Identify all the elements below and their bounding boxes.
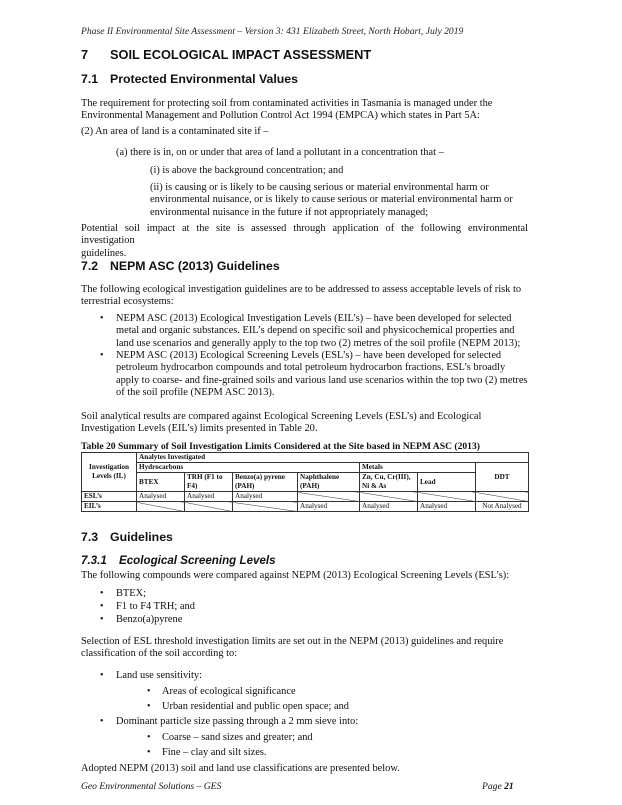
paragraph	[81, 223, 528, 260]
section-7-2-heading	[81, 259, 280, 273]
text-line: Selection of ESL threshold investigation limits are set out in the NEPM (2013) guidelines and require	[81, 636, 504, 647]
table-row	[82, 492, 529, 502]
list-item: Fine – clay and silt sizes.	[162, 747, 267, 758]
header-hydrocarbons: Hydrocarbons	[137, 463, 360, 473]
list-item: Benzo(a)pyrene	[116, 614, 183, 625]
column-header: Zn, Cu, Cr(III), Ni & As	[360, 473, 418, 492]
column-header: BTEX	[137, 473, 185, 492]
list-item: F1 to F4 TRH; and	[116, 601, 195, 612]
table-cell: Analysed	[418, 502, 476, 512]
section-title: Ecological Screening Levels	[119, 554, 276, 567]
table-cell: Analysed	[233, 492, 298, 502]
bullet-icon: •	[147, 686, 151, 697]
column-header: Lead	[418, 473, 476, 492]
paragraph: The following compounds were compared against NEPM (2013) Ecological Screening Levels (ESL’s):	[81, 570, 510, 581]
bullet-icon: •	[147, 732, 151, 743]
table-cell-na	[137, 502, 185, 512]
paragraph	[81, 98, 528, 123]
list-item: Land use sensitivity:	[116, 670, 203, 681]
bullet-icon: •	[100, 313, 104, 324]
clause: (2) An area of land is a contaminated site if –	[81, 126, 269, 137]
text-line: The following ecological investigation guidelines are to be addressed to assess acceptable levels of risk to	[81, 284, 522, 295]
clause: (i) is above the background concentration; and	[150, 165, 344, 176]
text-line: Soil analytical results are compared against Ecological Screening Levels (ESL’s) and Ecological	[81, 411, 482, 422]
text-line: (ii) is causing or is likely to be causing serious or material environmental harm or	[150, 182, 489, 193]
table-cell-na	[476, 492, 529, 502]
table-cell-na	[185, 502, 233, 512]
section-title: Guidelines	[110, 530, 173, 544]
section-number: 7	[81, 47, 89, 62]
text-line: terrestrial ecosystems:	[81, 296, 174, 308]
section-title: SOIL ECOLOGICAL IMPACT ASSESSMENT	[110, 47, 372, 62]
bullet-icon: •	[147, 747, 151, 758]
list-item: Urban residential and public open space; and	[162, 701, 349, 712]
footer-company: Geo Environmental Solutions – GES	[81, 781, 222, 792]
text-line: environmental nuisance in the future if not appropriately managed;	[150, 206, 429, 218]
table-cell: Analysed	[298, 502, 360, 512]
section-number: 7.2	[81, 259, 99, 273]
table-cell-na	[233, 502, 298, 512]
section-7-3-heading	[81, 530, 173, 544]
text-line: environmental nuisance, or is likely to cause serious or material environmental harm or	[150, 194, 513, 206]
bullet-icon: •	[100, 588, 104, 599]
table-cell: Not Analysed	[476, 502, 529, 512]
list-item: Dominant particle size passing through a 2 mm sieve into:	[116, 716, 359, 727]
section-7-heading	[81, 47, 371, 62]
paragraph	[81, 411, 528, 436]
list-item: Areas of ecological significance	[162, 686, 296, 697]
table-cell-na	[298, 492, 360, 502]
table-cell: Analysed	[137, 492, 185, 502]
header-metals: Metals	[360, 463, 476, 473]
paragraph	[81, 284, 528, 309]
text-line: classification of the soil according to:	[81, 648, 238, 660]
table-cell: Analysed	[185, 492, 233, 502]
text-line: guidelines.	[81, 247, 127, 259]
page-label: Page	[482, 781, 502, 792]
section-7-1-heading	[81, 72, 298, 86]
table-row	[82, 502, 529, 512]
list-item: BTEX;	[116, 588, 147, 599]
section-number: 7.3.1	[81, 554, 107, 567]
section-7-3-1-heading	[81, 554, 276, 567]
section-number: 7.3	[81, 530, 99, 544]
section-title: NEPM ASC (2013) Guidelines	[110, 259, 280, 273]
row-label: EIL’s	[82, 502, 137, 512]
page-num: 21	[504, 781, 514, 792]
list-item	[116, 313, 528, 350]
text-line: NEPM ASC (2013) Ecological Investigation Levels (EIL’s) – have been developed for selected	[116, 313, 512, 324]
bullet-icon: •	[100, 350, 104, 361]
paragraph: Adopted NEPM (2013) soil and land use classifications are presented below.	[81, 763, 400, 774]
row-label: ESL’s	[82, 492, 137, 502]
text-line: metal and organic substances. EIL’s depend on specific soil and physicochemical properties and	[116, 325, 515, 337]
column-header: Benzo(a) pyrene (PAH)	[233, 473, 298, 492]
paragraph	[81, 636, 528, 661]
section-number: 7.1	[81, 72, 99, 86]
text-line: of the soil profile (NEPM ASC 2013).	[116, 387, 275, 399]
table-cell-na	[418, 492, 476, 502]
column-header: Naphthalene (PAH)	[298, 473, 360, 492]
text-line: petroleum hydrocarbon compounds and total petroleum hydrocarbon fractions. ESL’s broadly	[116, 362, 506, 374]
bullet-icon: •	[100, 716, 104, 727]
list-item	[116, 350, 528, 400]
header-analytes: Analytes Investigated	[137, 453, 529, 463]
text-line: Environmental Management and Pollution Control Act 1994 (EMPCA) which states in Part 5A:	[81, 110, 480, 122]
text-line: Investigation Levels (EIL’s) limits presented in Table 20.	[81, 423, 318, 435]
section-title: Protected Environmental Values	[110, 72, 298, 86]
list-item: Coarse – sand sizes and greater; and	[162, 732, 313, 743]
text-line: apply to coarse- and fine-grained soils and various land use scenarios within the top two (2) metres	[116, 374, 528, 386]
text-line: Potential soil impact at the site is assessed through application of the following environmental investigation	[81, 223, 528, 247]
clause	[150, 182, 528, 219]
text-line: land use scenarios and generally apply to the top two (2) metres of the soil profile (NEPM 2013);	[116, 337, 521, 349]
limits-table	[81, 452, 529, 512]
bullet-icon: •	[100, 614, 104, 625]
table-caption: Table 20 Summary of Soil Investigation Limits Considered at the Site based in NEPM ASC (2013)	[81, 441, 480, 452]
bullet-icon: •	[100, 670, 104, 681]
bullet-icon: •	[147, 701, 151, 712]
column-header: TRH (F1 to F4)	[185, 473, 233, 492]
running-header: Phase II Environmental Site Assessment – Version 3: 431 Elizabeth Street, North Hobart, July 2019	[81, 26, 464, 37]
header-ddt: DDT	[476, 463, 529, 492]
bullet-icon: •	[100, 601, 104, 612]
page-number	[482, 781, 514, 792]
text-line: The requirement for protecting soil from contaminated activities in Tasmania is managed under the	[81, 98, 493, 109]
text-line: NEPM ASC (2013) Ecological Screening Levels (ESL’s) – have been developed for selected	[116, 350, 502, 361]
clause: (a) there is in, on or under that area of land a pollutant in a concentration that –	[116, 147, 444, 158]
header-investigation-levels: Investigation Levels (IL)	[82, 453, 137, 492]
table-cell-na	[360, 492, 418, 502]
table-cell: Analysed	[360, 502, 418, 512]
